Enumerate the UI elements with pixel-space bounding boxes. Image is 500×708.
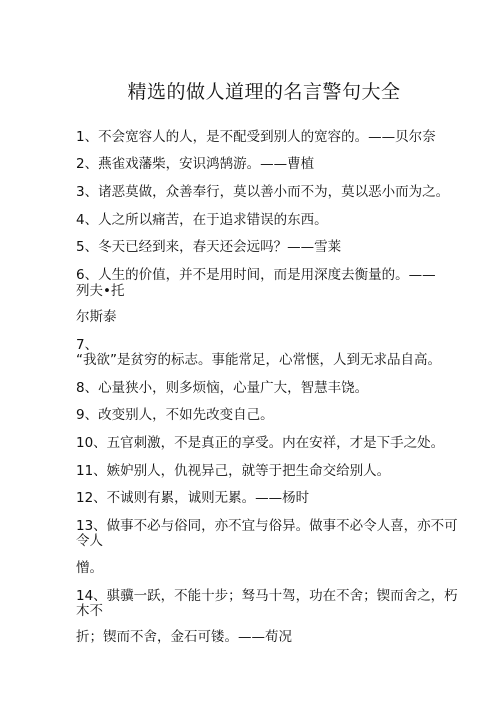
quote-line-4: 4、人之所以痛苦，在于追求错误的东西。	[76, 212, 328, 228]
document-title: 精选的做人道理的名言警句大全	[127, 81, 401, 103]
quote-line-1: 1、不会宽容人的人，是不配受到别人的宽容的。——贝尔奈	[76, 129, 436, 145]
quote-line-7: “我欲”是贫穷的标志。事能常足，心常惬，人到无求品自高。	[76, 352, 441, 368]
quote-line-5: 5、冬天已经到来，春天还会远吗？——雪莱	[76, 239, 342, 255]
quote-line-11: 11、嫉妒别人，仇视异己，就等于把生命交给别人。	[76, 463, 391, 479]
quote-line-13-continued: 令人	[76, 533, 103, 549]
quote-line-12: 12、不诚则有累，诚则无累。——杨时	[76, 490, 310, 506]
quote-line-6-continued: 列夫•托	[76, 283, 125, 299]
quote-line-3: 3、诸恶莫做，众善奉行，莫以善小而不为，莫以恶小而为之。	[76, 184, 450, 200]
quote-line-10: 10、五官刺激，不是真正的享受。内在安祥，才是下手之处。	[76, 435, 445, 451]
quote-line-6: 6、人生的价值，并不是用时间，而是用深度去衡量的。——	[76, 267, 436, 283]
quote-line-13: 13、做事不必与俗同，亦不宜与俗异。做事不必令人喜，亦不可	[76, 518, 458, 534]
quote-line-9: 9、改变别人，不如先改变自己。	[76, 407, 274, 423]
quote-line-7-number: 7、	[76, 337, 99, 353]
quote-line-13-end: 憎。	[76, 560, 103, 576]
quote-line-8: 8、心量狭小，则多烦恼，心量广大，智慧丰饶。	[76, 380, 369, 396]
quote-line-14-continued: 木不	[76, 603, 103, 619]
quote-line-14: 14、骐骥一跃，不能十步；驽马十驾，功在不舍；锲而舍之，朽	[76, 588, 458, 604]
quote-line-14-end: 折；锲而不舍，金石可镂。——荀况	[76, 629, 292, 645]
quote-line-2: 2、燕雀戏藩柴，安识鸿鹄游。——曹植	[76, 156, 315, 172]
quote-line-6-end: 尔斯泰	[76, 309, 117, 325]
